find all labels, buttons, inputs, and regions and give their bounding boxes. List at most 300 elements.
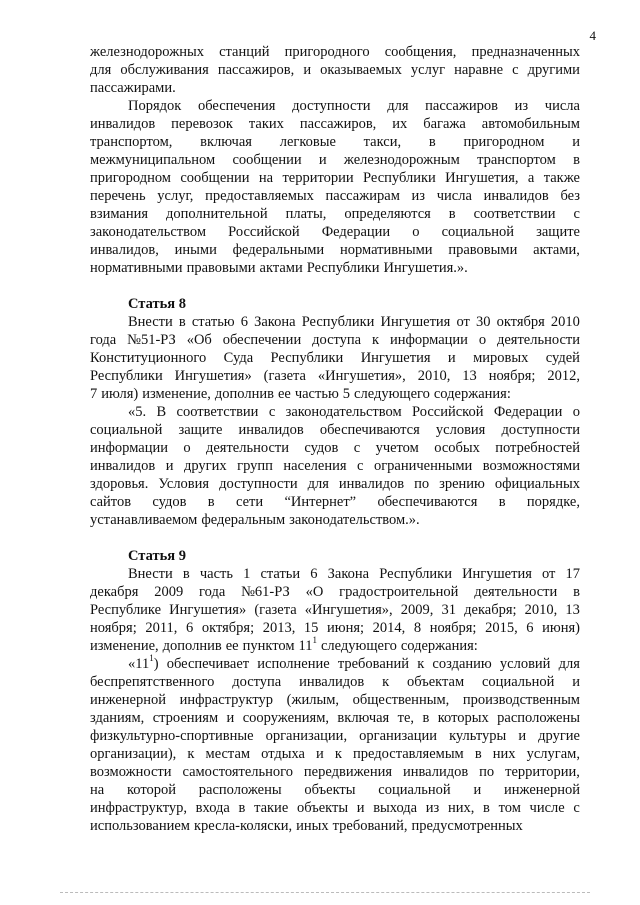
- word: включая: [200, 134, 252, 150]
- word: инвалидов: [338, 476, 405, 492]
- word: сообщении: [180, 170, 250, 186]
- word: дополнив: [214, 386, 274, 402]
- word: пассажиров: [425, 98, 498, 114]
- word: с: [573, 206, 580, 222]
- word: пассажиров,: [299, 116, 377, 132]
- word: Ингушетия,: [445, 170, 519, 186]
- word: Ингушетия: [462, 566, 532, 582]
- word: инвалидов: [90, 458, 156, 474]
- word: такси,: [363, 134, 402, 150]
- word: территории: [282, 170, 354, 186]
- word: «О: [305, 584, 324, 600]
- word: числе: [529, 800, 565, 816]
- word: Российской: [412, 404, 484, 420]
- word: инфраструктур: [179, 692, 273, 708]
- word: нормативными: [340, 242, 433, 258]
- word: года: [199, 584, 226, 600]
- word: зрению: [439, 476, 485, 492]
- word: федеральными: [232, 242, 325, 258]
- word: декабря;: [464, 602, 517, 618]
- word: по: [414, 476, 430, 492]
- paragraph-a8p2-line: [90, 421, 580, 439]
- word: перевозок: [171, 116, 233, 132]
- word: них: [492, 746, 516, 762]
- word: оказываемых: [320, 62, 402, 78]
- paragraph-p2-line: [90, 169, 580, 187]
- word: созданию: [432, 656, 492, 672]
- word: инженерной: [90, 692, 166, 708]
- word: 6: [240, 314, 248, 330]
- word: здоровья.: [90, 476, 149, 492]
- word: транспортом,: [90, 134, 173, 150]
- word: судов: [304, 440, 339, 456]
- word: из: [425, 800, 440, 816]
- paragraph-a9p2-line: [90, 781, 580, 799]
- word: обеспечивает: [166, 656, 250, 672]
- word: в: [207, 494, 215, 510]
- word: из: [411, 188, 426, 204]
- word: и: [356, 800, 365, 816]
- word: Республики: [306, 260, 380, 276]
- word: железнодорожных: [90, 44, 204, 60]
- word: и: [318, 152, 327, 168]
- word: №51-РЗ: [127, 332, 176, 348]
- word: и: [473, 782, 482, 798]
- paragraph-p1-line: [90, 61, 580, 79]
- word: обслуживания: [120, 62, 209, 78]
- word: правовыми: [186, 260, 256, 276]
- word: организации: [359, 728, 438, 744]
- word: и: [316, 746, 324, 762]
- paragraph-a8p1-line: [90, 367, 580, 385]
- word: Федерации: [493, 404, 563, 420]
- paragraph-a9p2-line: [90, 727, 580, 745]
- word: сооружениям,: [242, 710, 330, 726]
- word: иными: [174, 242, 217, 258]
- paragraph-p1-line: [90, 43, 580, 61]
- word: самостоятельного: [182, 764, 293, 780]
- word: Ингушетия: [360, 350, 431, 366]
- word: них,: [447, 800, 475, 816]
- word: следующего: [354, 386, 430, 402]
- word: числа: [544, 98, 580, 114]
- paragraph-p2-line: [90, 151, 580, 169]
- paragraph-a9p1-line: [90, 583, 580, 601]
- article-9-heading: Статья 9: [128, 548, 186, 564]
- word: Ингушетия»: [174, 368, 252, 384]
- word: станций: [219, 44, 270, 60]
- word: информации: [389, 332, 468, 348]
- word: инвалидов: [483, 188, 549, 204]
- word: в: [573, 584, 580, 600]
- word: содержания:: [400, 638, 478, 654]
- word: к: [187, 746, 195, 762]
- word: сайтов: [90, 494, 132, 510]
- paragraph-p1-line: [90, 79, 580, 97]
- word: защите: [178, 422, 223, 438]
- paragraph-a9p2-line: [90, 817, 580, 835]
- word: для: [307, 476, 329, 492]
- word: (газета: [254, 602, 297, 618]
- word: физкультурно-спортивные: [90, 728, 254, 744]
- word: к: [382, 674, 390, 690]
- word: 1: [243, 566, 251, 582]
- word: Ингушетия.».: [383, 260, 468, 276]
- word: 2010: [550, 314, 580, 330]
- word: изменение,: [142, 386, 211, 402]
- word: обеспечении: [222, 332, 302, 348]
- word: зданиям,: [90, 710, 145, 726]
- word: населения: [283, 458, 347, 474]
- word: 15: [303, 620, 319, 636]
- paragraph-a9p2-line: [90, 709, 580, 727]
- word: Республики: [270, 350, 344, 366]
- word: 13: [462, 368, 477, 384]
- word: октября;: [201, 620, 255, 636]
- word: правовыми: [448, 242, 518, 258]
- paragraph-p2-line: [90, 97, 580, 115]
- word: социальной: [90, 422, 163, 438]
- word: социальной: [378, 782, 451, 798]
- word: в: [178, 314, 186, 330]
- word: 31: [441, 602, 457, 618]
- word: исполнение: [257, 656, 330, 672]
- word: использованием: [90, 818, 190, 834]
- word: и: [303, 62, 312, 78]
- word: от: [456, 314, 470, 330]
- paragraph-a8p2-line: [90, 439, 580, 457]
- word: 5: [342, 386, 351, 402]
- word: услуг,: [157, 188, 194, 204]
- word: Российской: [228, 224, 300, 240]
- word: Внести: [128, 566, 173, 582]
- paragraph-a9p2-line: [90, 799, 580, 817]
- word: 2010,: [524, 602, 558, 618]
- word: легковые: [279, 134, 336, 150]
- word: Внести: [128, 314, 173, 330]
- word: Ингушетия»: [169, 602, 247, 618]
- word: доступности: [501, 422, 580, 438]
- word: из: [514, 98, 529, 114]
- paragraph-a9p2-line: [90, 673, 580, 691]
- word: доступа: [232, 674, 282, 690]
- word: для: [90, 62, 112, 78]
- word: (газета: [263, 368, 306, 384]
- word: и: [572, 674, 580, 690]
- word: «Об: [186, 332, 212, 348]
- paragraph-p2-line: [90, 115, 580, 133]
- word: 13: [565, 602, 580, 618]
- paragraph-a9p2-line: [90, 655, 580, 673]
- word: инвалидов: [299, 674, 365, 690]
- word: 2010,: [417, 368, 451, 384]
- paragraph-a9p1-line: [90, 565, 580, 583]
- word: беспрепятственного: [90, 674, 215, 690]
- word: 2014,: [372, 620, 406, 636]
- word: организации,: [265, 728, 348, 744]
- word: с: [268, 404, 276, 420]
- word: Закона: [327, 566, 370, 582]
- word: Республике: [90, 602, 162, 618]
- word: расположены: [198, 782, 282, 798]
- word: те,: [397, 710, 415, 726]
- word: статьи: [260, 566, 301, 582]
- paragraph-a8p2-line: [90, 475, 580, 493]
- word: градостроительной: [339, 584, 459, 600]
- word: таких: [248, 116, 284, 132]
- word: о: [412, 224, 420, 240]
- word: 6: [310, 566, 318, 582]
- word: доступности: [219, 476, 298, 492]
- article-8-heading: Статья 8: [128, 296, 186, 312]
- word: а: [527, 170, 535, 186]
- paragraph-p2-line: [90, 187, 580, 205]
- word: июня): [542, 620, 580, 636]
- word: 2012,: [547, 368, 580, 384]
- word: Закона: [254, 314, 296, 330]
- word: территории,: [505, 764, 580, 780]
- word: инфраструктур,: [90, 800, 187, 816]
- word: пассажиров,: [217, 62, 295, 78]
- word: которой: [126, 782, 176, 798]
- word: актами,: [533, 242, 580, 258]
- word: нормативными: [90, 260, 183, 276]
- word: №61-РЗ: [241, 584, 290, 600]
- word: наравне: [454, 62, 504, 78]
- paragraph-a8p1-line: [90, 349, 580, 367]
- word: и: [572, 134, 580, 150]
- word: предусмотренных: [411, 818, 523, 834]
- word: к: [334, 746, 342, 762]
- document-body: [90, 43, 580, 835]
- word: ноября;: [429, 620, 477, 636]
- word: Порядок: [128, 98, 182, 114]
- word: другими: [527, 62, 580, 78]
- word: деятельности: [496, 332, 580, 348]
- word: расположены: [497, 710, 580, 726]
- word: ограниченными: [373, 458, 473, 474]
- word: производственным: [462, 692, 580, 708]
- word: объекты: [296, 800, 349, 816]
- word: объекты: [304, 782, 356, 798]
- word: $11^1$: [298, 635, 317, 654]
- word: инвалидов: [403, 764, 469, 780]
- word: инвалидов: [238, 422, 304, 438]
- word: “Интернет”: [284, 494, 357, 510]
- word: межмуниципальном: [90, 152, 216, 168]
- word: в: [483, 800, 490, 816]
- word: социальной: [482, 674, 555, 690]
- word: сообщения,: [384, 44, 457, 60]
- word: на: [258, 170, 274, 186]
- word: устанавливаемом: [90, 512, 198, 528]
- word: учетом: [375, 440, 419, 456]
- word: такие: [254, 800, 289, 816]
- word: пассажирами.: [90, 80, 176, 96]
- word: и: [165, 458, 174, 474]
- paragraph-a8p1-line: [90, 385, 580, 403]
- word: изменение,: [90, 638, 159, 654]
- word: к: [417, 656, 425, 672]
- paragraph-a9p1-line: [90, 601, 580, 619]
- word: сообщении: [232, 152, 302, 168]
- word: услугам,: [526, 746, 580, 762]
- word: предоставляемым: [353, 746, 464, 762]
- word: без: [560, 188, 580, 204]
- word: деятельности: [474, 584, 558, 600]
- word: условий: [499, 656, 551, 672]
- word: года: [90, 332, 117, 348]
- word: включая: [337, 710, 390, 726]
- word: пассажирам: [325, 188, 400, 204]
- word: предназначенных: [471, 44, 580, 60]
- word: другие: [538, 728, 580, 744]
- word: общественным,: [352, 692, 450, 708]
- word: требований: [337, 656, 410, 672]
- word: «Ингушетия»,: [304, 602, 393, 618]
- word: с: [573, 800, 580, 816]
- word: частью: [294, 386, 339, 402]
- word: 7: [90, 386, 98, 402]
- paragraph-a9p1-line: [90, 619, 580, 637]
- word: предоставляемых: [205, 188, 314, 204]
- word: в: [422, 710, 430, 726]
- paragraph-a8p1-line: [90, 313, 580, 331]
- word: Ингушетия: [380, 314, 451, 330]
- word: возможности: [90, 764, 172, 780]
- word: и: [447, 350, 456, 366]
- word: октября: [496, 314, 545, 330]
- paragraph-a8p2-line: [90, 457, 580, 475]
- word: Конституционного: [90, 350, 207, 366]
- word: в: [238, 800, 246, 816]
- word: 2009: [154, 584, 184, 600]
- word: «5.: [128, 404, 147, 420]
- word: содержания:: [433, 386, 511, 402]
- word: с: [512, 62, 519, 78]
- word: обеспечения: [197, 98, 276, 114]
- word: местам: [205, 746, 251, 762]
- word: судов: [152, 494, 187, 510]
- word: в: [448, 206, 456, 222]
- word: порядке,: [526, 494, 580, 510]
- word: инвалидов,: [90, 242, 159, 258]
- word: их: [392, 116, 408, 132]
- word: в: [498, 494, 506, 510]
- word: отдыха: [261, 746, 305, 762]
- paragraph-a8p2-line: [90, 511, 580, 529]
- word: июня;: [327, 620, 365, 636]
- word: для: [558, 656, 580, 672]
- word: 30: [475, 314, 491, 330]
- word: Республики: [363, 170, 436, 186]
- word: с: [353, 440, 361, 456]
- word: 6: [186, 620, 194, 636]
- word: пригородном: [463, 134, 545, 150]
- word: ее: [225, 638, 239, 654]
- word: объектам: [406, 674, 465, 690]
- paragraph-a8p2-line: [90, 403, 580, 421]
- word: 8: [413, 620, 422, 636]
- word: о: [183, 440, 191, 456]
- word: Республики: [301, 314, 375, 330]
- word: требований,: [332, 818, 408, 834]
- word: иных: [296, 818, 329, 834]
- word: и: [226, 710, 235, 726]
- word: «Ингушетия»,: [317, 368, 406, 384]
- word: следующего: [321, 638, 397, 654]
- word: определяются: [344, 206, 431, 222]
- paragraph-p2-line: [90, 223, 580, 241]
- word: доступа: [312, 332, 362, 348]
- word: строениям: [152, 710, 219, 726]
- paragraph-a9p2-line: [90, 691, 580, 709]
- paragraph-p2-line: [90, 241, 580, 259]
- word: 17: [565, 566, 580, 582]
- word: деятельности: [205, 440, 289, 456]
- word: инженерной: [503, 782, 580, 798]
- word: дополнив: [162, 638, 222, 654]
- word: в: [474, 746, 482, 762]
- word: транспортом: [477, 152, 556, 168]
- word: Республики: [379, 566, 452, 582]
- paragraph-p2-line: [90, 133, 580, 151]
- word: Суда: [223, 350, 254, 366]
- word: законодательством.».: [289, 512, 420, 528]
- word: статью: [191, 314, 235, 330]
- word: (жилым,: [286, 692, 339, 708]
- word: 2013,: [262, 620, 296, 636]
- word: ее: [277, 386, 291, 402]
- word: от: [541, 566, 556, 582]
- word: судей: [545, 350, 580, 366]
- word: входа: [195, 800, 230, 816]
- word: федеральным: [201, 512, 286, 528]
- word: особых: [434, 440, 480, 456]
- word: организации),: [90, 746, 177, 762]
- word: передвижения: [303, 764, 393, 780]
- word: 2015,: [485, 620, 518, 636]
- word: соответствии: [176, 404, 259, 420]
- word: для: [387, 98, 409, 114]
- word: автомобильным: [481, 116, 580, 132]
- word: ноября;: [90, 620, 137, 636]
- word: информации: [90, 440, 168, 456]
- word: законодательством: [90, 224, 207, 240]
- word: с: [357, 458, 364, 474]
- word: сети: [235, 494, 264, 510]
- word: багажа: [423, 116, 466, 132]
- word: в: [428, 134, 436, 150]
- word: актами: [259, 260, 303, 276]
- word: Условия: [158, 476, 210, 492]
- paragraph-p2-line: [90, 205, 580, 223]
- word: в: [573, 152, 580, 168]
- word: платы,: [285, 206, 327, 222]
- word: «$11^1$): [128, 653, 159, 672]
- paragraph-a8p2-line: [90, 493, 580, 511]
- word: соответствии: [473, 206, 556, 222]
- word: ноября;: [488, 368, 536, 384]
- word: пригородного: [284, 44, 370, 60]
- word: по: [479, 764, 495, 780]
- word: официальных: [494, 476, 580, 492]
- word: в: [182, 566, 190, 582]
- word: потребностей: [495, 440, 580, 456]
- word: выхода: [373, 800, 418, 816]
- word: Федерации: [321, 224, 391, 240]
- word: мировых: [473, 350, 529, 366]
